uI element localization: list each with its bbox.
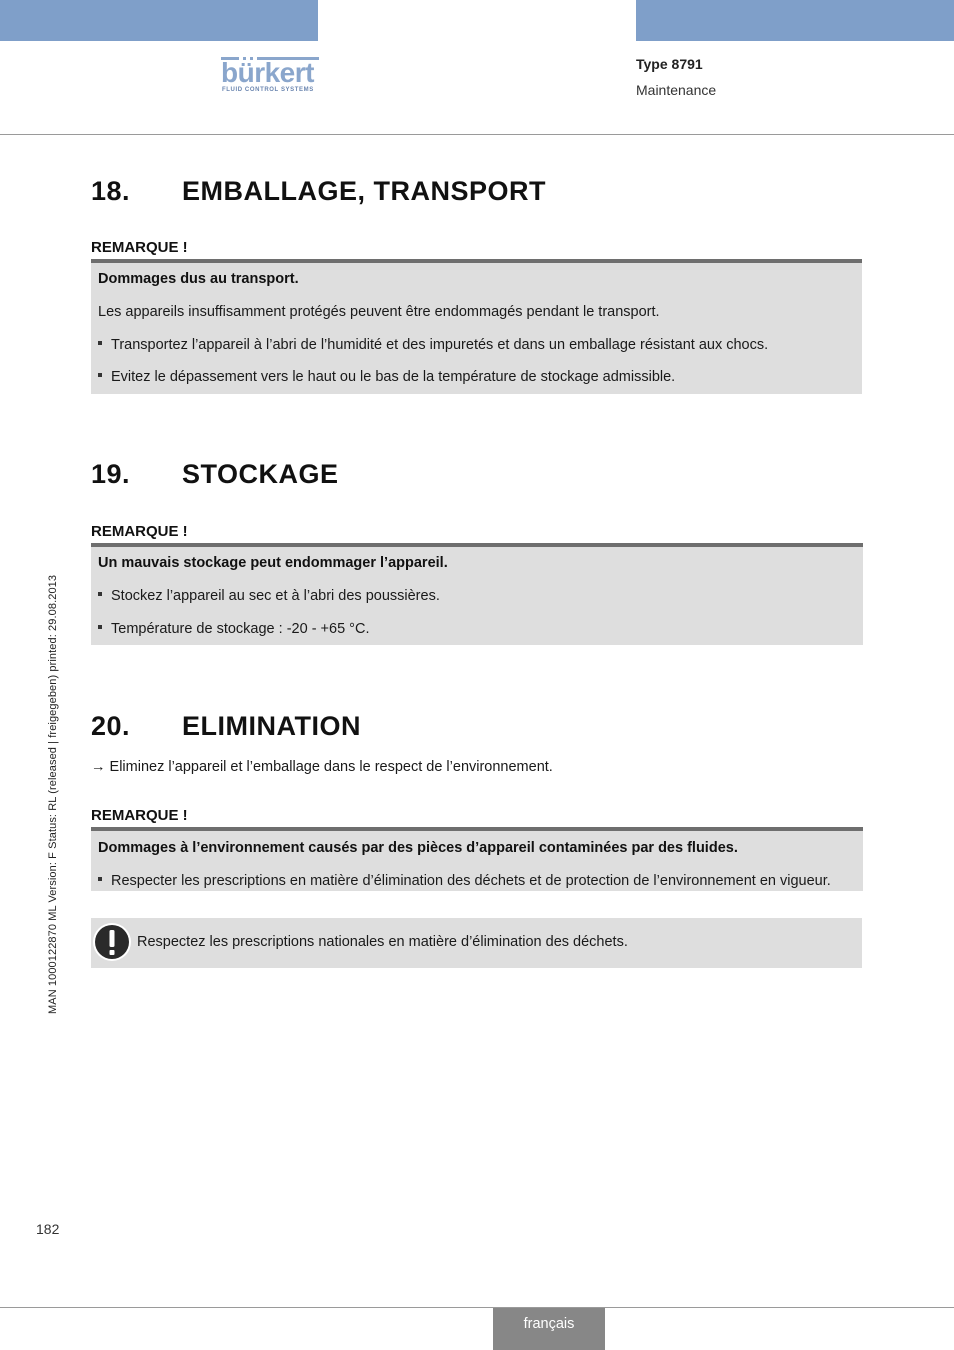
section-number: 19. — [91, 459, 131, 489]
logo-subtitle: FLUID CONTROL SYSTEMS — [222, 87, 314, 93]
list-item: Transportez l’appareil à l’abri de l’humidité et des impuretés et dans un emballage résistant aux chocs. — [98, 337, 768, 353]
section-number: 20. — [91, 711, 131, 741]
logo-wordmark: bürkert — [221, 57, 314, 88]
note-title: Dommages dus au transport. — [98, 271, 299, 287]
remark-label: REMARQUE ! — [91, 807, 188, 824]
exclamation-icon — [92, 922, 132, 962]
burkert-logo — [221, 57, 319, 97]
bullet-icon — [98, 592, 102, 596]
info-box — [91, 918, 862, 968]
note-box — [91, 827, 863, 891]
note-title: Un mauvais stockage peut endommager l’appareil. — [98, 555, 448, 571]
header-section: Maintenance — [636, 82, 717, 98]
list-item: Respecter les prescriptions en matière d’élimination des déchets et de protection de l’environnement en vigueur. — [98, 873, 831, 889]
list-item: Evitez le dépassement vers le haut ou le bas de la température de stockage admissible. — [98, 369, 675, 385]
section-title: STOCKAGE — [182, 459, 339, 489]
info-text: Respectez les prescriptions nationales en matière d’élimination des déchets. — [137, 934, 628, 950]
section-heading-18 — [91, 176, 791, 208]
document-status-text: MAN 1000122870 ML Version: F Status: RL (released | freigegeben) printed: 29.08.2013 — [47, 574, 59, 1014]
page-number: 182 — [36, 1221, 60, 1237]
note-box — [91, 543, 863, 645]
list-item: Température de stockage : -20 - +65 °C. — [98, 621, 369, 637]
bullet-icon — [98, 625, 102, 629]
bullet-icon — [98, 373, 102, 377]
remark-label: REMARQUE ! — [91, 239, 188, 256]
footer-rule — [0, 1307, 954, 1308]
section-title: EMBALLAGE, TRANSPORT — [182, 176, 546, 206]
note-text: Les appareils insuffisamment protégés peuvent être endommagés pendant le transport. — [98, 304, 660, 320]
note-title: Dommages à l’environnement causés par des pièces d’appareil contaminées par des fluides. — [98, 840, 738, 856]
bullet-icon — [98, 877, 102, 881]
bullet-icon — [98, 341, 102, 345]
instruction-text: → Eliminez l’appareil et l’emballage dans le respect de l’environnement. — [91, 759, 553, 775]
header-accent-bar-right — [636, 0, 954, 41]
header-accent-bar-left — [0, 0, 318, 41]
list-item: Stockez l’appareil au sec et à l’abri des poussières. — [98, 588, 440, 604]
section-heading-19 — [91, 459, 791, 491]
section-heading-20 — [91, 711, 791, 743]
header-type: Type 8791 — [636, 56, 703, 72]
section-title: ELIMINATION — [182, 711, 361, 741]
note-box — [91, 259, 862, 394]
remark-label: REMARQUE ! — [91, 523, 188, 540]
header-rule — [0, 134, 954, 135]
section-number: 18. — [91, 176, 131, 206]
language-tab: français — [493, 1308, 605, 1350]
